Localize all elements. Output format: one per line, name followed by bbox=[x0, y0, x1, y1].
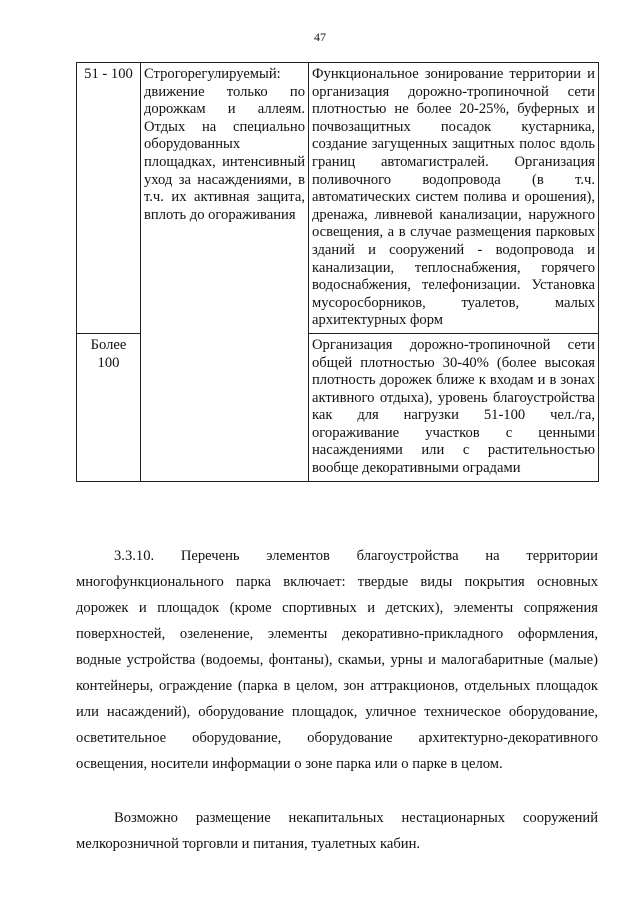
load-cell: Более 100 bbox=[77, 333, 141, 481]
load-cell: 51 - 100 bbox=[77, 63, 141, 334]
table-row bbox=[77, 63, 599, 334]
paragraph bbox=[76, 805, 598, 857]
paragraph bbox=[76, 543, 598, 777]
page-number: 47 bbox=[314, 30, 326, 44]
landscaping-table bbox=[76, 62, 599, 482]
paragraph-text: Возможно размещение некапитальных нестационарных сооружений мелкорозничной торговли и питания, туалетных кабин. bbox=[76, 809, 598, 852]
measures-cell: Организация дорожно-тропиночной сети общей плотностью 30-40% (более высокая плотность дорожек ближе к входам и в зонах активного отдыха), уровень благоустройства как для нагрузки 51-100 чел./га, огораживание участков с ценными насаждениями или с растительностью вообще декоративными оградами bbox=[309, 333, 599, 481]
paragraph-text: 3.3.10. Перечень элементов благоустройства на территории многофункционального парка включает: твердые виды покрытия основных дорожек и площадок (кроме спортивных и детских), элементы сопряжения поверхностей, озеленение, элементы декоративно-прикладного оформления, водные устройства (водоемы, фонтаны), скамьи, урны и малогабаритные (малые) контейнеры, ограждение (парка в целом, зон аттракционов, отдельных площадок или насаждений), оборудование площадок, уличное техническое оборудование, осветительное оборудование, оборудование архитектурно-декоративного освещения, носители информации о зоне парка или о парке в целом. bbox=[76, 547, 598, 772]
table-row bbox=[77, 333, 599, 481]
mode-cell bbox=[141, 333, 309, 481]
mode-cell: Строгорегулируемый: движение только по дорожкам и аллеям. Отдых на специально оборудованных площадках, интенсивный уход за насаждениями, в т.ч. их активная защита, вплоть до огораживания bbox=[141, 63, 309, 334]
measures-cell: Функциональное зонирование территории и организация дорожно-тропиночной сети плотностью не более 20-25%, буферных и почвозащитных посадок кустарника, создание загущенных защитных полос вдоль границ автомагистралей. Организация поливочного водопровода (в т.ч. автоматических систем полива и орошения), дренажа, ливневой канализации, наружного освещения, а в случае размещения парковых зданий и сооружений - водопровода и канализации, теплоснабжения, горячего водоснабжения, телефонизации. Установка мусоросборников, туалетов, малых архитектурных форм bbox=[309, 63, 599, 334]
